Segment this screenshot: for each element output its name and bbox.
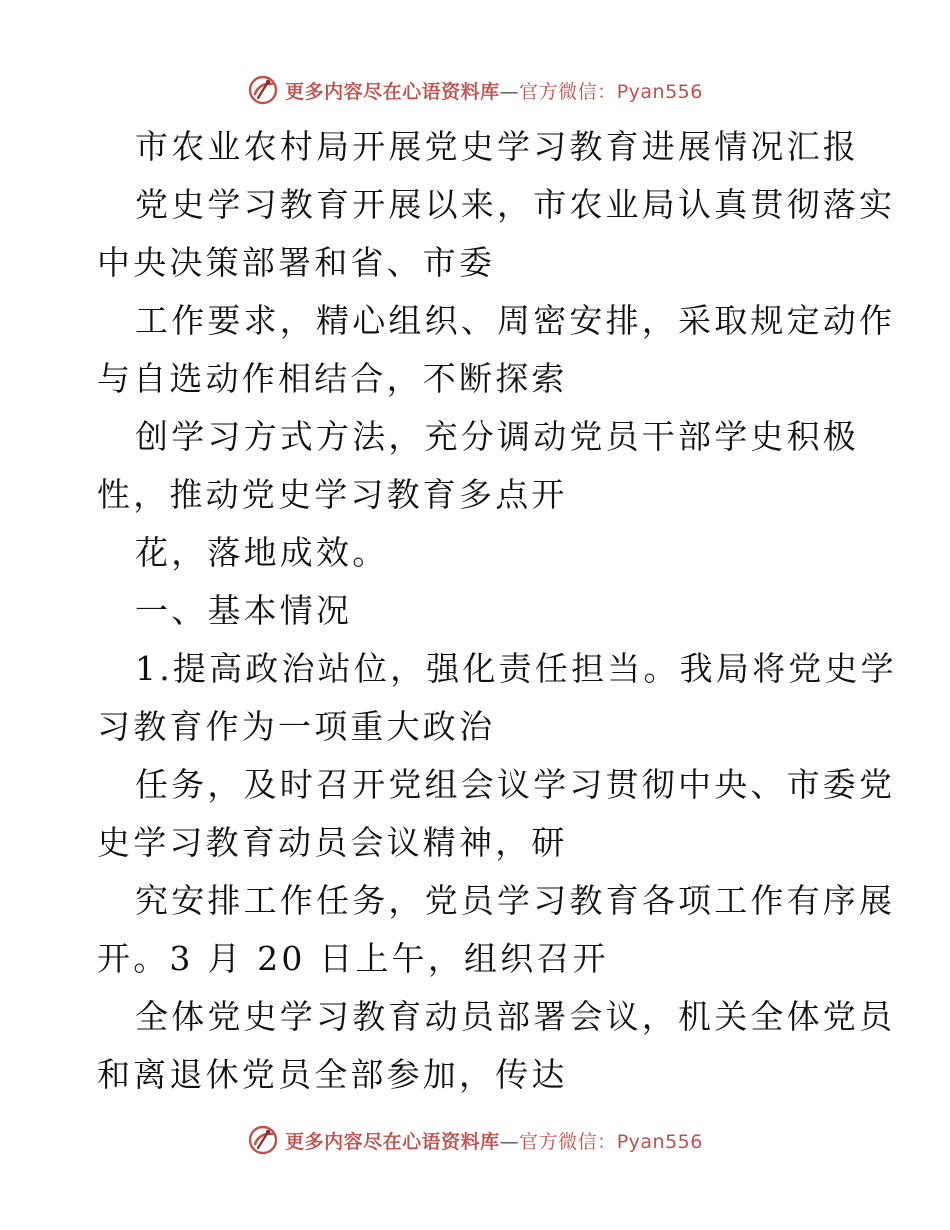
- text-line: 习教育作为一项重大政治: [97, 707, 496, 746]
- text-line: 与自选动作相结合，不断探索: [97, 359, 568, 398]
- document-body: [97, 118, 897, 1104]
- text-line: 史学习教育动员会议精神，研: [97, 823, 568, 862]
- header-banner-official: 官方微信：: [519, 80, 617, 103]
- header-banner-wechat-id: Pyan556: [616, 80, 703, 103]
- header-banner: [0, 72, 950, 108]
- header-banner-dash: —: [499, 80, 520, 103]
- footer-banner-main: 更多内容尽在心语资料库: [285, 1130, 500, 1153]
- text-line: 市农业农村局开展党史学习教育进展情况汇报: [135, 127, 859, 166]
- text-line: 花，落地成效。: [135, 533, 389, 572]
- text-line: 工作要求，精心组织、周密安排，采取规定动作: [135, 301, 896, 340]
- text-line: 性，推动党史学习教育多点开: [97, 475, 568, 514]
- footer-banner-wechat-id: Pyan556: [616, 1130, 703, 1153]
- text-line: 创学习方式方法，充分调动党员干部学史积极: [135, 417, 859, 456]
- footer-banner: [0, 1122, 950, 1158]
- library-logo-icon: [247, 74, 279, 106]
- text-line: 任务，及时召开党组会议学习贯彻中央、市委党: [135, 765, 896, 804]
- header-banner-main: 更多内容尽在心语资料库: [285, 80, 500, 103]
- text-line: 党史学习教育开展以来，市农业局认真贯彻落实: [135, 185, 896, 224]
- text-line: 1.提高政治站位，强化责任担当。我局将党史学: [135, 649, 897, 688]
- header-banner-inner: [247, 74, 703, 106]
- text-line: 和离退休党员全部参加，传达: [97, 1055, 568, 1094]
- text-line: 究安排工作任务，党员学习教育各项工作有序展: [135, 881, 896, 920]
- text-line: 一、基本情况: [135, 591, 353, 630]
- text-line: 全体党史学习教育动员部署会议，机关全体党员: [135, 997, 896, 1036]
- text-line: 开。3 月 20 日上午，组织召开: [97, 939, 609, 978]
- text-line: 中央决策部署和省、市委: [97, 243, 496, 282]
- footer-banner-official: 官方微信：: [519, 1130, 617, 1153]
- footer-banner-inner: [247, 1124, 703, 1156]
- header-banner-text: [285, 77, 703, 104]
- library-logo-icon: [247, 1124, 279, 1156]
- footer-banner-text: [285, 1127, 703, 1154]
- footer-banner-dash: —: [499, 1130, 520, 1153]
